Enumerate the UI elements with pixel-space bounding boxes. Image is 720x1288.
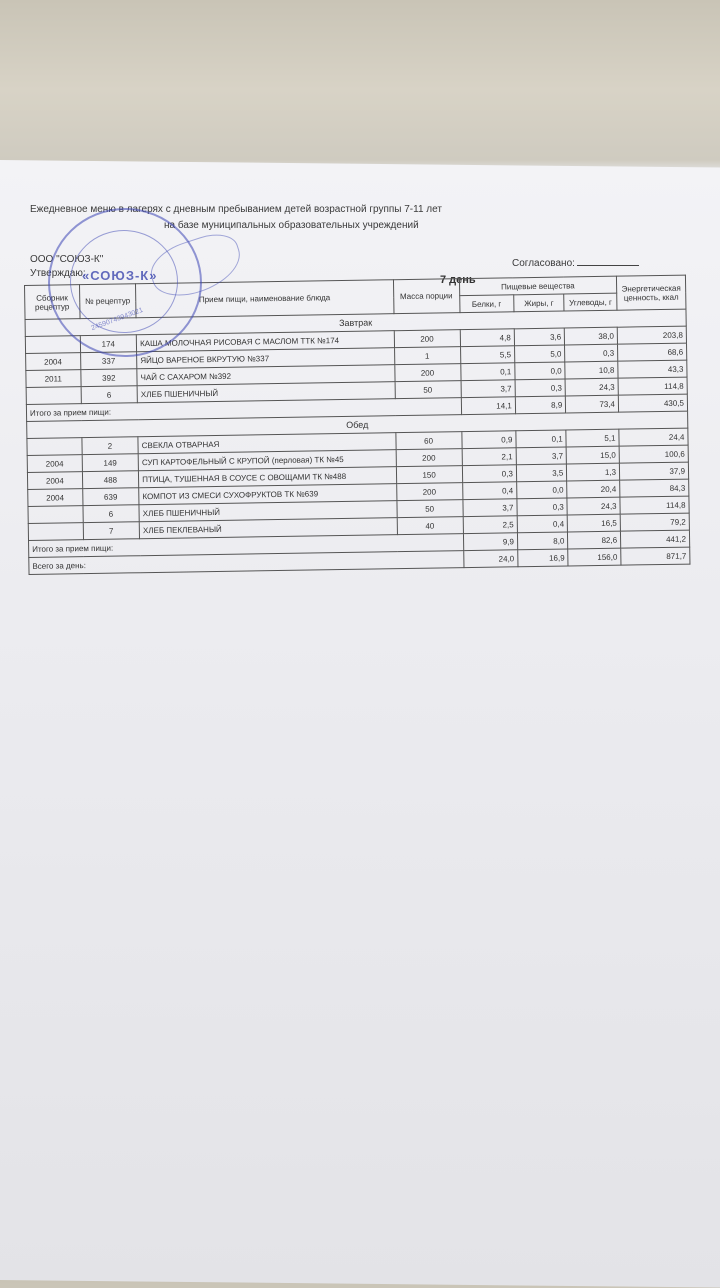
cell-carbs: 0,3 <box>565 344 618 362</box>
cell-carbs: 16,5 <box>567 514 620 532</box>
cell-recipe-no: 488 <box>82 471 139 489</box>
cell-energy: 100,6 <box>619 445 688 463</box>
cell-energy: 79,2 <box>620 513 689 531</box>
cell-collection: 2004 <box>28 489 83 507</box>
cell-protein: 3,7 <box>461 380 516 398</box>
cell-mass: 200 <box>394 330 460 348</box>
cell-mass: 1 <box>394 347 460 365</box>
cell-mass: 60 <box>395 432 461 450</box>
org-name: ООО "СОЮЗ-К" <box>30 254 104 265</box>
cell-collection <box>27 438 82 456</box>
cell-dish-name: КАША МОЛОЧНАЯ РИСОВАЯ С МАСЛОМ ТТК №174 <box>136 331 394 352</box>
cell-collection <box>25 336 80 354</box>
day-total-protein: 24,0 <box>463 550 518 568</box>
cell-energy: 114,8 <box>618 377 687 395</box>
cell-dish-name: ХЛЕБ ПЕКЛЕВАНЫЙ <box>139 518 397 539</box>
cell-fat: 3,7 <box>516 447 567 465</box>
cell-mass: 50 <box>396 500 462 518</box>
cell-dish-name: ПТИЦА, ТУШЕННАЯ В СОУСЕ С ОВОЩАМИ ТК №488 <box>139 467 397 488</box>
cell-energy: 203,8 <box>617 326 686 344</box>
cell-carbs: 24,3 <box>565 378 618 396</box>
cell-mass: 200 <box>396 483 462 501</box>
cell-carbs: 5,1 <box>566 429 619 447</box>
cell-dish-name: ХЛЕБ ПШЕНИЧНЫЙ <box>137 382 395 403</box>
cell-protein: 0,9 <box>461 431 516 449</box>
cell-collection <box>26 387 81 405</box>
cell-fat: 5,0 <box>514 345 565 363</box>
cell-mass: 200 <box>396 449 462 467</box>
total-label: Итого за прием пищи: <box>29 534 464 558</box>
total-protein: 14,1 <box>461 397 516 415</box>
day-total-fat: 16,9 <box>518 549 569 567</box>
agreed-label: Согласовано: <box>512 258 639 269</box>
cell-protein: 0,1 <box>460 363 515 381</box>
cell-energy: 84,3 <box>620 479 689 497</box>
header-energy: Энергетическая ценность, ккал <box>616 275 685 310</box>
total-label: Итого за прием пищи: <box>26 398 461 422</box>
total-energy: 441,2 <box>620 530 689 548</box>
cell-recipe-no: 149 <box>82 454 139 472</box>
header-carbs: Углеводы, г <box>564 293 617 311</box>
cell-carbs: 1,3 <box>567 463 620 481</box>
cell-energy: 114,8 <box>620 496 689 514</box>
cell-fat: 3,5 <box>516 464 567 482</box>
total-protein: 9,9 <box>463 533 518 551</box>
cell-dish-name: СУП КАРТОФЕЛЬНЫЙ С КРУПОЙ (перловая) ТК №45 <box>138 450 396 471</box>
total-carbs: 73,4 <box>566 395 619 413</box>
cell-carbs: 24,3 <box>567 497 620 515</box>
cell-dish-name: СВЕКЛА ОТВАРНАЯ <box>138 433 396 454</box>
cell-fat: 0,0 <box>515 362 566 380</box>
cell-energy: 37,9 <box>619 462 688 480</box>
cell-recipe-no: 337 <box>80 352 137 370</box>
header-nutrients: Пищевые вещества <box>459 276 617 295</box>
approved-label: Утверждаю: <box>30 268 86 279</box>
cell-energy: 68,6 <box>618 343 687 361</box>
cell-dish-name: ХЛЕБ ПШЕНИЧНЫЙ <box>139 501 397 522</box>
cell-protein: 4,8 <box>460 329 515 347</box>
cell-dish-name: ЯЙЦО ВАРЕНОЕ ВКРУТУЮ №337 <box>137 348 395 369</box>
cell-collection: 2004 <box>27 455 82 473</box>
cell-recipe-no: 392 <box>80 369 137 387</box>
cell-recipe-no: 7 <box>83 522 140 540</box>
cell-protein: 0,3 <box>462 465 517 483</box>
cell-fat: 0,4 <box>517 515 568 533</box>
cell-fat: 0,1 <box>516 430 567 448</box>
day-total-energy: 871,7 <box>621 547 690 565</box>
total-energy: 430,5 <box>618 394 687 412</box>
cell-mass: 150 <box>396 466 462 484</box>
stamp-center-text: «СОЮЗ-К» <box>82 268 158 283</box>
cell-protein: 0,4 <box>462 482 517 500</box>
cell-mass: 200 <box>394 364 460 382</box>
total-fat: 8,0 <box>517 532 568 550</box>
cell-fat: 3,6 <box>514 328 565 346</box>
header-line-2: на базе муниципальных образовательных учреждений <box>164 220 419 231</box>
day-title: 7 день <box>440 274 476 286</box>
day-total-label: Всего за день: <box>29 551 464 575</box>
day-total-carbs: 156,0 <box>568 548 621 566</box>
cell-dish-name: КОМПОТ ИЗ СМЕСИ СУХОФРУКТОВ ТК №639 <box>139 484 397 505</box>
cell-energy: 43,3 <box>618 360 687 378</box>
cell-mass: 50 <box>395 381 461 399</box>
cell-protein: 2,5 <box>463 516 518 534</box>
cell-collection <box>28 506 83 524</box>
cell-protein: 5,5 <box>460 346 515 364</box>
total-fat: 8,9 <box>515 396 566 414</box>
header-recipe-no: № рецептур <box>79 284 136 319</box>
cell-recipe-no: 6 <box>81 386 138 404</box>
section-lunch: Обед <box>27 411 688 438</box>
cell-recipe-no: 174 <box>80 335 137 353</box>
total-carbs: 82,6 <box>568 531 621 549</box>
cell-protein: 2,1 <box>462 448 517 466</box>
header-fat: Жиры, г <box>514 294 565 312</box>
cell-recipe-no: 6 <box>83 505 140 523</box>
cell-energy: 24,4 <box>619 428 688 446</box>
cell-fat: 0,0 <box>517 481 568 499</box>
header-meal: Прием пищи, наименование блюда <box>136 280 394 318</box>
cell-recipe-no: 2 <box>81 437 138 455</box>
cell-fat: 0,3 <box>517 498 568 516</box>
header-collection: Сборник рецептур <box>25 285 80 320</box>
cell-collection: 2004 <box>26 353 81 371</box>
cell-collection: 2011 <box>26 370 81 388</box>
cell-carbs: 38,0 <box>565 327 618 345</box>
cell-carbs: 10,8 <box>565 361 618 379</box>
stamp-number: 24590743943021 <box>90 306 145 333</box>
cell-fat: 0,3 <box>515 379 566 397</box>
cell-recipe-no: 639 <box>82 488 139 506</box>
header-line-1: Ежедневное меню в лагерях с дневным пребыванием детей возрастной группы 7-11 лет <box>30 204 442 215</box>
cell-carbs: 20,4 <box>567 480 620 498</box>
section-breakfast: Завтрак <box>25 309 686 336</box>
header-mass: Масса порции <box>393 279 460 314</box>
cell-carbs: 15,0 <box>566 446 619 464</box>
cell-dish-name: ЧАЙ С САХАРОМ №392 <box>137 365 395 386</box>
cell-collection <box>28 523 83 541</box>
cell-collection: 2004 <box>27 472 82 490</box>
header-protein: Белки, г <box>459 295 514 313</box>
cell-mass: 40 <box>397 517 463 535</box>
cell-protein: 3,7 <box>462 499 517 517</box>
